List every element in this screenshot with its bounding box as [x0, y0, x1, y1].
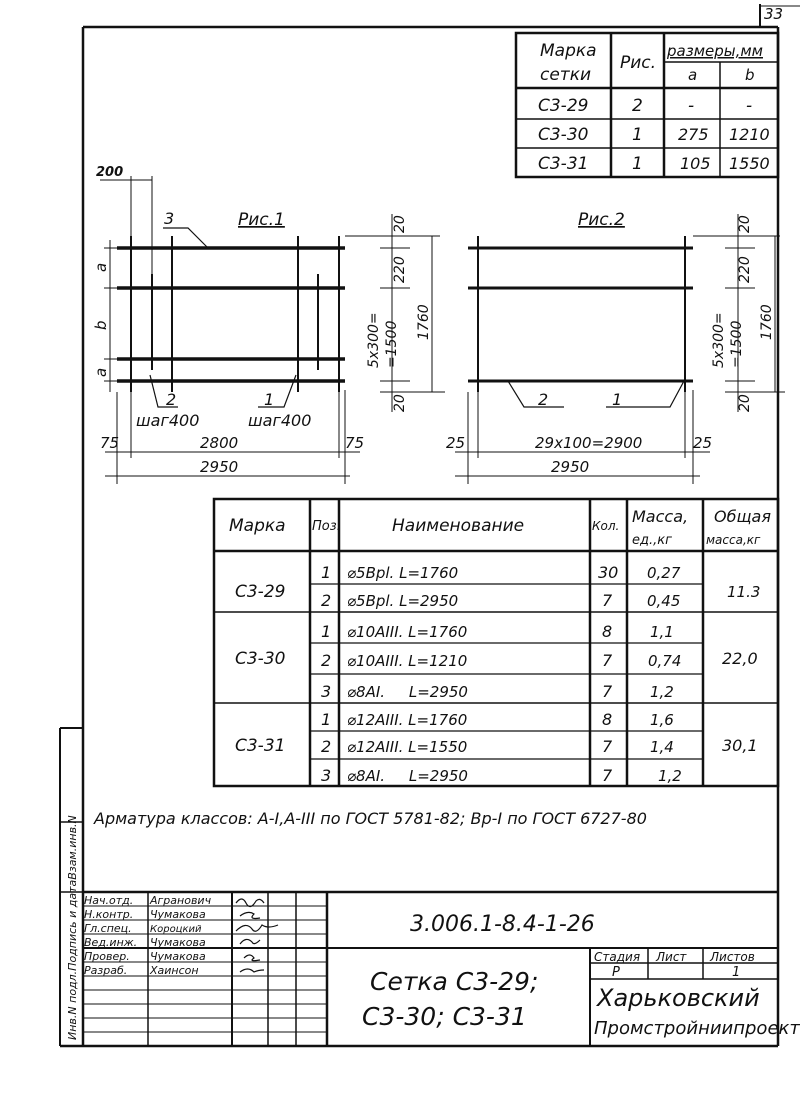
spec-g1-r1-mass: 0,27	[647, 564, 681, 582]
role-6-name: Хаинсон	[150, 964, 199, 977]
dim-row-2-b: 1210	[729, 125, 770, 144]
sheets-value: 1	[732, 965, 741, 980]
title-line-1: Сетка С3-29;	[370, 967, 539, 996]
spec-g2-r3-name: ⌀8AI. L=2950	[347, 683, 468, 701]
spec-g2-r2-pos: 2	[321, 651, 332, 670]
spec-g1-r2-qty: 7	[602, 591, 613, 610]
spec-g3-r3-qty: 7	[602, 766, 613, 785]
fig2-dim-29x100: 29x100=2900	[535, 434, 643, 452]
dim-row-2-mark: С3-30	[538, 125, 589, 145]
spec-header-total-1: Общая	[714, 507, 771, 526]
fig2-callout-2: 2	[538, 390, 549, 409]
fig1-dim-1500: =1500	[384, 320, 400, 368]
role-1: Нач.отд.	[84, 894, 134, 907]
dim-table-header-sizes: размеры,мм	[667, 42, 763, 60]
spec-g1-r2-mass: 0,45	[647, 592, 681, 610]
sheet-header: Лист	[656, 950, 687, 964]
stage-value: Р	[612, 965, 620, 980]
spec-header-qty: Кол.	[592, 519, 620, 533]
fig1-dim-a-bot: a	[92, 367, 110, 377]
dim-table-header-fig: Рис.	[620, 53, 657, 73]
fig2-dim-220: 220	[737, 256, 753, 283]
spec-g3-r1-qty: 8	[602, 710, 613, 729]
dim-row-1-fig: 2	[632, 96, 643, 116]
role-5: Провер.	[84, 950, 130, 963]
fig1-dim-5x300: 5x300=	[366, 312, 382, 368]
fig2-dim-25-right: 25	[693, 434, 713, 452]
dim-row-1-mark: С3-29	[538, 96, 589, 116]
fig1-callout-2: 2	[166, 390, 177, 409]
spec-g3-r2-pos: 2	[321, 737, 332, 756]
dim-row-3-mark: С3-31	[538, 154, 589, 174]
dim-row-1-b: -	[746, 96, 753, 116]
dim-table-header-b: b	[745, 66, 755, 84]
fig1-dim-a-top: a	[92, 262, 110, 272]
fig2-dim-20-top: 20	[737, 215, 753, 233]
fig2-dim-5x300: 5x300=	[711, 312, 727, 368]
fig2-mesh	[468, 236, 693, 407]
fig1-callout-3: 3	[164, 209, 175, 228]
dim-row-3-a: 105	[680, 154, 711, 173]
spec-g1-total: 11.3	[727, 583, 761, 601]
spec-g2-r1-pos: 1	[321, 622, 332, 641]
spec-g2-r1-name: ⌀10AIII. L=1760	[347, 623, 468, 641]
sheets-header: Листов	[710, 950, 755, 964]
fig2-dim-1500: =1500	[729, 320, 745, 368]
spec-header-mark: Марка	[229, 516, 286, 536]
role-4-name: Чумакова	[150, 936, 206, 949]
spec-g2-r3-mass: 1,2	[650, 683, 674, 701]
spec-g2-r1-qty: 8	[602, 622, 613, 641]
dim-row-3-b: 1550	[729, 154, 770, 173]
fig1-dim-200: 200	[96, 165, 124, 180]
fig2-dim-25-left: 25	[446, 434, 466, 452]
spec-g1-r2-pos: 2	[321, 591, 332, 610]
spec-header-mass-1: Масса,	[632, 507, 689, 526]
role-5-name: Чумакова	[150, 950, 206, 963]
spec-g3-total: 30,1	[722, 736, 758, 755]
fig2-dim-20-bot: 20	[737, 394, 753, 412]
role-2: Н.контр.	[84, 908, 134, 921]
dim-row-2-fig: 1	[632, 125, 643, 145]
fig2-callout-1: 1	[612, 390, 623, 409]
spec-g3-mark: С3-31	[235, 736, 286, 756]
spec-table-grid	[214, 499, 778, 786]
reinforcement-note: Арматура классов: А-I,А-III по ГОСТ 5781-82; Вр-I по ГОСТ 6727-80	[94, 809, 647, 828]
fig2-dim-1760: 1760	[759, 304, 775, 340]
role-6: Разраб.	[84, 964, 128, 977]
role-3-name: Короцкий	[150, 924, 202, 935]
spec-header-total-2: масса,кг	[706, 533, 761, 547]
spec-g2-mark: С3-30	[235, 649, 286, 669]
dim-row-2-a: 275	[678, 125, 709, 144]
stage-header: Стадия	[594, 950, 641, 964]
fig1-step-right: шаг400	[248, 411, 312, 430]
spec-g2-r3-pos: 3	[321, 682, 332, 701]
role-2-name: Чумакова	[150, 908, 206, 921]
dim-row-3-fig: 1	[632, 154, 643, 174]
spec-g2-r2-qty: 7	[602, 651, 613, 670]
spec-g1-r1-qty: 30	[598, 563, 619, 582]
spec-g3-r2-name: ⌀12AIII. L=1550	[347, 738, 468, 756]
fig1-step-left: шаг400	[136, 411, 200, 430]
fig1-dim-b: b	[92, 320, 110, 330]
spec-g3-r3-name: ⌀8AI. L=2950	[347, 767, 468, 785]
spec-header-pos: Поз.	[312, 519, 341, 534]
fig1-mesh	[117, 228, 345, 407]
fig2-title: Рис.2	[578, 210, 625, 230]
spec-g1-mark: С3-29	[235, 582, 286, 602]
spec-g2-total: 22,0	[722, 649, 758, 668]
spec-g3-r1-mass: 1,6	[650, 711, 674, 729]
document-code: 3.006.1-8.4-1-26	[410, 912, 595, 937]
spec-g3-r1-name: ⌀12AIII. L=1760	[347, 711, 468, 729]
fig2-dim-2950: 2950	[551, 458, 590, 476]
spec-g1-r1-pos: 1	[321, 563, 332, 582]
fig1-title: Рис.1	[238, 210, 285, 230]
fig1-dim-75-right: 75	[345, 434, 365, 452]
spec-g3-r2-qty: 7	[602, 737, 613, 756]
spec-g2-r2-mass: 0,74	[648, 652, 682, 670]
fig1-dim-20-top: 20	[392, 215, 408, 233]
spec-g2-r1-mass: 1,1	[650, 623, 674, 641]
org-line-2: Промстройниипроект	[594, 1018, 800, 1039]
spec-header-name: Наименование	[392, 516, 525, 536]
spec-g3-r2-mass: 1,4	[650, 738, 674, 756]
spec-g3-r3-pos: 3	[321, 766, 332, 785]
dim-table-header-a: a	[688, 66, 698, 84]
fig1-callout-1: 1	[264, 390, 275, 409]
dim-row-1-a: -	[688, 96, 695, 116]
role-4: Вед.инж.	[84, 936, 138, 949]
fig1-dim-75-left: 75	[100, 434, 120, 452]
dim-table-header-mark: Марка	[540, 41, 597, 61]
fig1-dim-2800: 2800	[200, 434, 239, 452]
signatures	[236, 899, 278, 972]
spec-g1-r2-name: ⌀5Bpl. L=2950	[347, 592, 459, 610]
spec-g1-r1-name: ⌀5Bpl. L=1760	[347, 564, 459, 582]
spec-g3-r3-mass: 1,2	[658, 767, 682, 785]
spec-g2-r3-qty: 7	[602, 682, 613, 701]
fig1-dim-220: 220	[392, 256, 408, 283]
role-3: Гл.спец.	[84, 922, 132, 935]
dim-table-header-mark-2: сетки	[540, 65, 592, 85]
spec-g2-r2-name: ⌀10AIII. L=1210	[347, 652, 468, 670]
org-line-1: Харьковский	[597, 984, 760, 1012]
fig1-dim-1760: 1760	[416, 304, 432, 340]
title-line-2: С3-30; С3-31	[362, 1002, 527, 1031]
page-number: 33	[764, 5, 784, 23]
role-1-name: Агранович	[150, 894, 212, 907]
fig1-dim-2950: 2950	[200, 458, 239, 476]
spec-g3-r1-pos: 1	[321, 710, 332, 729]
fig1-dim-20-bot: 20	[392, 394, 408, 412]
spec-header-mass-2: ед.,кг	[632, 533, 672, 548]
side-stamp-text: Инв.N подл.Подпись и датаВзам.инв.N	[66, 815, 79, 1040]
